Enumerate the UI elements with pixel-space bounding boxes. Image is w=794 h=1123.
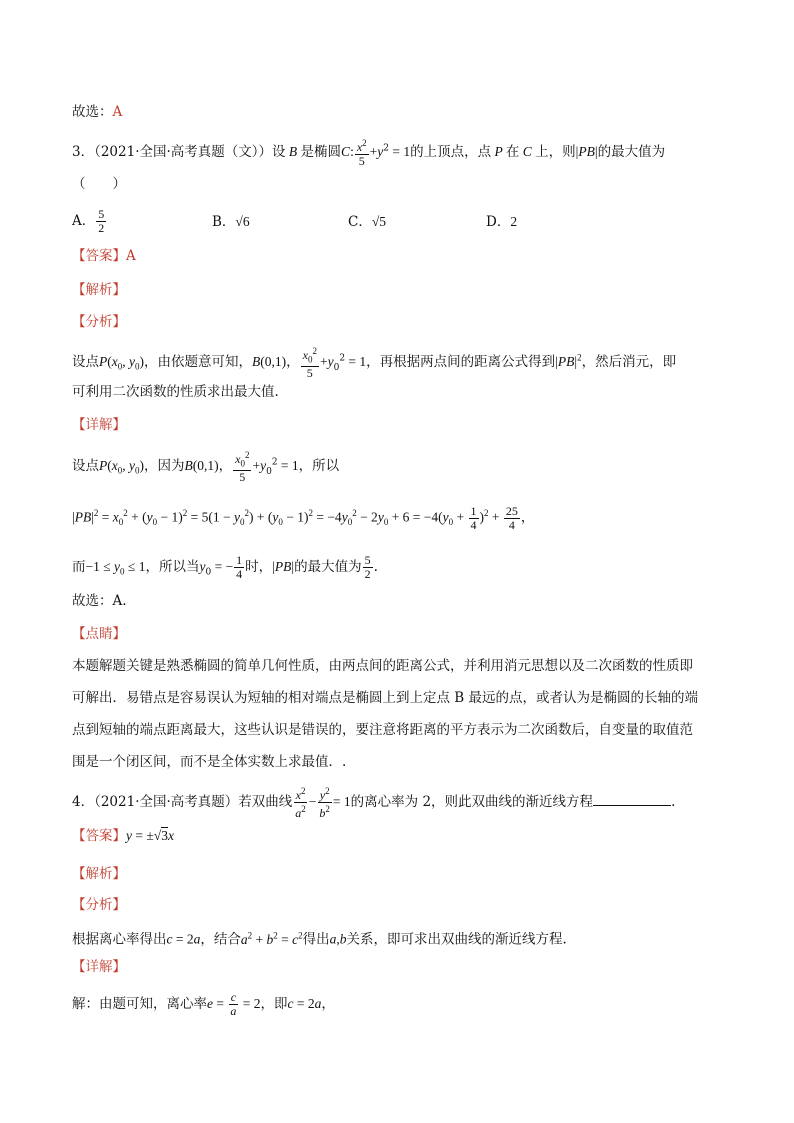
text: 根据离心率得出 [72,931,167,948]
text: ，再根据两点间的距离公式得到 [366,354,556,371]
text: ，所以 [298,458,340,475]
answer-label: 【答案】 [72,248,126,264]
option-key: A． [72,213,96,229]
text: ，由依题意可知， [144,354,252,371]
text: 得出 [302,931,330,948]
stem-text: 的最大值为 [597,144,666,160]
q2-answer: A [112,104,123,120]
q4-answer: y = ±√3x [126,828,174,843]
q3-fenxi-line2: 可利用二次函数的性质求出最大值. [72,384,279,400]
question-number: 3． [72,144,95,160]
text: ，因为 [144,458,185,475]
stem-text: 设 [272,144,286,160]
answer-label: 【答案】 [72,828,126,844]
text: 关系，即可求出双曲线的渐近线方程. [346,931,567,948]
jiexi-header: 【解析】 [72,282,126,298]
q2-choose-line [72,102,122,122]
stem-text: 的离心率为 2，则此双曲线的渐近线方程 [350,794,594,810]
q3-choose: 故选：A. [72,593,127,609]
q4-detail-line: 解：由题可知，离心率e = $\frac{c}{a}$ = 2，即c = 2a， [72,990,335,1018]
choose-label: 故选： [72,104,113,120]
text: 时， [245,559,273,575]
option-key: D． [486,214,511,230]
text: ，结合 [200,931,241,948]
q3-fenxi-line1: 设点$P(x_0$, $y_0$)，由依题意可知，B(0,1)， $\frac{x_0^2}{5}$ $+y_0^2 = 1$，再根据两点间的距离公式得到$|PB|^2$，然后消元，即 [72,346,677,381]
option-value: √5 [371,214,387,229]
text: ，所以当 [145,559,200,575]
text: ， [321,996,335,1012]
q4-jiexi-header: 【解析】 [72,866,126,882]
option-d [486,212,517,232]
xiangjie-header: 【详解】 [72,417,126,433]
ellipse-fraction: $\frac{x^2}{5}$ [356,138,367,168]
question-source: （2021·全国·高考真题（文）） [94,144,273,160]
option-value: √6 [235,214,250,229]
question-source: （2021·全国·高考真题） [94,794,239,810]
fenxi-header: 【分析】 [72,314,126,330]
answer-blank [593,793,671,806]
text: ，然后消元，即 [581,354,677,371]
q3-answer-line [72,246,136,266]
q3-paren: （ ） [72,176,126,192]
q3-detail-line3: 而$-1 \le y_0 \le 1$，所以当$y_0$ = − $\frac{1}{4}$ 时，|PB|的最大值为 $\frac{5}{2}$ . [72,553,378,581]
q3-stem: 3．（2021·全国·高考真题（文））设 B 是椭圆C: $\frac{x^2}{5}$ $+y^2 = 1$的上顶点，点 P 在 C 上，则|PB|的最大值为 [72,138,666,168]
text: 的最大值为 [294,559,362,575]
option-value: 2 [510,214,518,229]
dianjing-line-1: 本题解题关键是熟悉椭圆的简单几何性质，由两点间的距离公式，并利用消元思想以及二次函数的性质即 [72,658,693,674]
text: 解：由题可知，离心率 [72,996,207,1012]
q4-fenxi-line: 根据离心率得出c = 2a，结合$a^2 + b^2 = c^2$得出a,b关系，即可求出双曲线的渐近线方程. [72,930,567,948]
option-a [72,208,107,235]
dianjing-line-4: 围是一个闭区间，而不是全体实数上求最值．. [72,754,347,770]
option-a-fraction: $\frac{5}{2}$ [98,207,105,235]
option-c [348,212,386,232]
stem-text: 是椭圆 [300,144,342,160]
text: 而 [72,559,86,575]
q4-stem: 4．（2021·全国·高考真题）若双曲线 $\frac{x^2}{a^2}$ − $\frac{y^2}{b^2}$ = 1的离心率为 2，则此双曲线的渐近线方程 . [72,786,676,820]
option-key: C． [348,214,372,230]
dianjing-line-2: 可解出．易错点是容易误认为短轴的相对端点是椭圆上到上定点 B 最远的点，或者认为是椭圆的长轴的端 [72,690,699,706]
dianjing-header: 【点睛】 [72,626,126,642]
stem-text: 上，则 [535,144,576,160]
stem-text: 若双曲线 [238,794,293,810]
dianjing-line-3: 点到短轴的端点距离最大，这些认识是错误的，要注意将距离的平方表示为二次函数后，自变量的取值范 [72,722,693,738]
q4-fenxi-header: 【分析】 [72,897,126,913]
text: ，即 [260,996,288,1012]
q3-answer: A [126,248,136,264]
text: . [373,559,378,575]
q3-detail-line1: 设点$P(x_0$, $y_0$)，因为B(0,1)， $\frac{x_0^2}{5}$ $+y_0^2 = 1$，所以 [72,450,340,485]
q4-answer-line [72,826,174,846]
q4-xiangjie-header: 【详解】 [72,959,126,975]
question-number: 4． [72,794,95,810]
text: 设点 [72,354,99,371]
stem-text: 在 [505,144,520,160]
option-b [212,212,250,232]
stem-text: 的上顶点，点 [410,144,492,160]
text: 设点 [72,458,99,475]
stem-text: . [671,794,676,810]
option-key: B． [212,214,236,230]
q3-detail-formula: $|PB|^2 = x_0^2 + (y_0 - 1)^2 = 5(1 - y_0^2) + (y_0 - 1)^2 = -4y_0^2 - 2y_0 + 6 = -4(y_0$ + $\frac{1}{4}$ )$^2$ + $\frac{25}{4}$ ， [72,503,535,532]
